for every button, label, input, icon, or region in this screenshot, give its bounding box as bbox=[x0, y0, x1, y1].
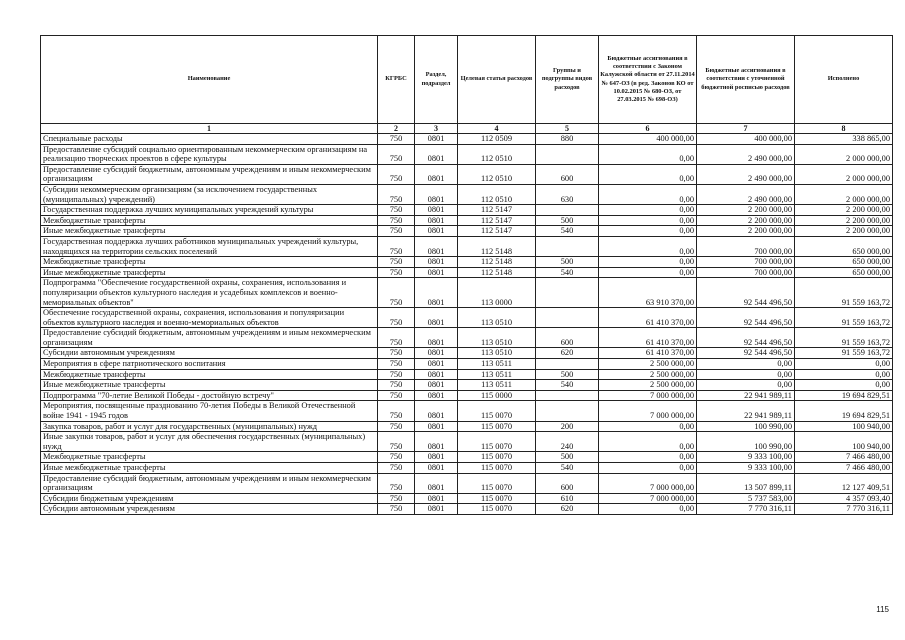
row-executed: 7 466 480,00 bbox=[795, 452, 893, 463]
table-row bbox=[41, 278, 893, 308]
row-kgrbs: 750 bbox=[378, 463, 415, 474]
row-assign-list: 100 990,00 bbox=[697, 421, 795, 432]
row-assign-list: 92 544 496,50 bbox=[697, 278, 795, 308]
table-row bbox=[41, 390, 893, 401]
row-group: 620 bbox=[536, 348, 599, 359]
row-name: Подпрограмма "70-летие Великой Победы - достойную встречу" bbox=[41, 390, 378, 401]
row-kgrbs: 750 bbox=[378, 348, 415, 359]
row-executed: 91 559 163,72 bbox=[795, 278, 893, 308]
row-assign-list: 22 941 989,11 bbox=[697, 390, 795, 401]
row-assign-law: 400 000,00 bbox=[599, 134, 697, 145]
row-name: Иные закупки товаров, работ и услуг для обеспечения государственных (муниципальных) нужд bbox=[41, 432, 378, 452]
row-kgrbs: 750 bbox=[378, 257, 415, 268]
row-assign-list: 2 490 000,00 bbox=[697, 184, 795, 204]
table-row bbox=[41, 380, 893, 391]
row-executed: 100 940,00 bbox=[795, 421, 893, 432]
row-executed: 19 694 829,51 bbox=[795, 401, 893, 421]
row-group: 880 bbox=[536, 134, 599, 145]
row-group: 540 bbox=[536, 267, 599, 278]
row-name: Специальные расходы bbox=[41, 134, 378, 145]
row-assign-list: 100 990,00 bbox=[697, 432, 795, 452]
row-name: Обеспечение государственной охраны, сохранения, использования и популяризации объектов культурного наследия и военно-мемориальных объектов bbox=[41, 308, 378, 328]
row-kgrbs: 750 bbox=[378, 144, 415, 164]
row-executed: 2 200 000,00 bbox=[795, 226, 893, 237]
row-name: Межбюджетные трансферты bbox=[41, 369, 378, 380]
row-group: 620 bbox=[536, 504, 599, 515]
row-assign-law: 0,00 bbox=[599, 267, 697, 278]
row-assign-law: 61 410 370,00 bbox=[599, 328, 697, 348]
row-assign-list: 2 200 000,00 bbox=[697, 215, 795, 226]
row-section: 0801 bbox=[415, 164, 458, 184]
row-target: 112 5148 bbox=[458, 267, 536, 278]
row-target: 115 0070 bbox=[458, 401, 536, 421]
row-kgrbs: 750 bbox=[378, 493, 415, 504]
row-executed: 650 000,00 bbox=[795, 267, 893, 278]
row-assign-law: 0,00 bbox=[599, 432, 697, 452]
row-section: 0801 bbox=[415, 390, 458, 401]
table-row bbox=[41, 432, 893, 452]
row-assign-law: 0,00 bbox=[599, 226, 697, 237]
row-name: Иные межбюджетные трансферты bbox=[41, 463, 378, 474]
row-kgrbs: 750 bbox=[378, 328, 415, 348]
row-assign-law: 0,00 bbox=[599, 421, 697, 432]
row-group bbox=[536, 401, 599, 421]
row-section: 0801 bbox=[415, 493, 458, 504]
row-name: Государственная поддержка лучших работников муниципальных учреждений культуры, находящихся на территории сельских поселений bbox=[41, 236, 378, 256]
row-target: 115 0070 bbox=[458, 493, 536, 504]
row-target: 115 0070 bbox=[458, 473, 536, 493]
table-row bbox=[41, 226, 893, 237]
header-kgrbs: КГРБС bbox=[378, 36, 415, 124]
row-name: Субсидии автономным учреждениям bbox=[41, 504, 378, 515]
table-row bbox=[41, 473, 893, 493]
row-group bbox=[536, 205, 599, 216]
row-section: 0801 bbox=[415, 134, 458, 145]
table-row bbox=[41, 328, 893, 348]
row-section: 0801 bbox=[415, 215, 458, 226]
row-executed: 4 357 093,40 bbox=[795, 493, 893, 504]
row-assign-law: 0,00 bbox=[599, 257, 697, 268]
row-executed: 12 127 409,51 bbox=[795, 473, 893, 493]
row-section: 0801 bbox=[415, 421, 458, 432]
row-assign-list: 9 333 100,00 bbox=[697, 452, 795, 463]
row-assign-list: 2 200 000,00 bbox=[697, 226, 795, 237]
row-assign-law: 2 500 000,00 bbox=[599, 359, 697, 370]
row-kgrbs: 750 bbox=[378, 380, 415, 391]
row-assign-list: 700 000,00 bbox=[697, 267, 795, 278]
row-assign-law: 0,00 bbox=[599, 144, 697, 164]
row-kgrbs: 750 bbox=[378, 236, 415, 256]
row-target: 115 0070 bbox=[458, 421, 536, 432]
row-name: Мероприятия в сфере патриотического воспитания bbox=[41, 359, 378, 370]
column-number-row bbox=[41, 124, 893, 134]
row-group: 240 bbox=[536, 432, 599, 452]
row-kgrbs: 750 bbox=[378, 267, 415, 278]
row-kgrbs: 750 bbox=[378, 308, 415, 328]
row-kgrbs: 750 bbox=[378, 278, 415, 308]
row-group: 600 bbox=[536, 473, 599, 493]
row-target: 112 5148 bbox=[458, 236, 536, 256]
header-name: Наименование bbox=[41, 36, 378, 124]
row-assign-law: 0,00 bbox=[599, 215, 697, 226]
row-target: 112 5148 bbox=[458, 257, 536, 268]
row-assign-law: 0,00 bbox=[599, 205, 697, 216]
row-target: 115 0070 bbox=[458, 432, 536, 452]
row-assign-list: 5 737 583,00 bbox=[697, 493, 795, 504]
row-executed: 0,00 bbox=[795, 359, 893, 370]
row-section: 0801 bbox=[415, 257, 458, 268]
row-kgrbs: 750 bbox=[378, 205, 415, 216]
row-assign-law: 7 000 000,00 bbox=[599, 390, 697, 401]
row-kgrbs: 750 bbox=[378, 226, 415, 237]
row-target: 115 0070 bbox=[458, 504, 536, 515]
table-row bbox=[41, 308, 893, 328]
row-target: 115 0070 bbox=[458, 463, 536, 474]
row-name: Мероприятия, посвященные празднованию 70-летия Победы в Великой Отечественной войне 1941 - 1945 годов bbox=[41, 401, 378, 421]
row-name: Межбюджетные трансферты bbox=[41, 257, 378, 268]
table-body bbox=[41, 134, 893, 515]
row-assign-law: 61 410 370,00 bbox=[599, 348, 697, 359]
row-group bbox=[536, 144, 599, 164]
row-group bbox=[536, 278, 599, 308]
table-row bbox=[41, 257, 893, 268]
table-row bbox=[41, 134, 893, 145]
row-assign-law: 7 000 000,00 bbox=[599, 401, 697, 421]
header-section: Раздел, подраздел bbox=[415, 36, 458, 124]
row-section: 0801 bbox=[415, 380, 458, 391]
row-target: 112 5147 bbox=[458, 215, 536, 226]
row-kgrbs: 750 bbox=[378, 504, 415, 515]
row-name: Предоставление субсидий бюджетным, автономным учреждениям и иным некоммерческим организациям bbox=[41, 164, 378, 184]
table-row bbox=[41, 421, 893, 432]
row-group: 540 bbox=[536, 380, 599, 391]
row-target: 113 0510 bbox=[458, 328, 536, 348]
column-number: 2 bbox=[378, 124, 415, 134]
row-group: 610 bbox=[536, 493, 599, 504]
row-executed: 100 940,00 bbox=[795, 432, 893, 452]
row-name: Иные межбюджетные трансферты bbox=[41, 267, 378, 278]
row-assign-list: 2 200 000,00 bbox=[697, 205, 795, 216]
row-name: Предоставление субсидий бюджетным, автономным учреждениям и иным некоммерческим организациям bbox=[41, 473, 378, 493]
table-row bbox=[41, 267, 893, 278]
row-name: Предоставление субсидий социально ориентированным некоммерческим организациям на реализацию творческих проектов в сфере культуры bbox=[41, 144, 378, 164]
row-kgrbs: 750 bbox=[378, 390, 415, 401]
row-executed: 2 200 000,00 bbox=[795, 215, 893, 226]
row-group bbox=[536, 236, 599, 256]
row-target: 113 0510 bbox=[458, 348, 536, 359]
table-row bbox=[41, 348, 893, 359]
header-assign-law: Бюджетные ассигнования в соответствии с Законом Калужской области от 27.11.2014 № 647-ОЗ (в ред. Законов КО от 10.02.2015 № 680-ОЗ, от 27.03.2015 № 698-ОЗ) bbox=[599, 36, 697, 124]
row-target: 112 0510 bbox=[458, 144, 536, 164]
row-executed: 91 559 163,72 bbox=[795, 328, 893, 348]
row-kgrbs: 750 bbox=[378, 215, 415, 226]
column-number: 4 bbox=[458, 124, 536, 134]
row-section: 0801 bbox=[415, 278, 458, 308]
header-target: Целевая статья расходов bbox=[458, 36, 536, 124]
row-target: 112 0510 bbox=[458, 184, 536, 204]
budget-table bbox=[40, 35, 893, 515]
row-assign-list: 2 490 000,00 bbox=[697, 144, 795, 164]
row-assign-law: 0,00 bbox=[599, 184, 697, 204]
row-kgrbs: 750 bbox=[378, 134, 415, 145]
row-section: 0801 bbox=[415, 236, 458, 256]
row-assign-list: 700 000,00 bbox=[697, 257, 795, 268]
row-assign-list: 92 544 496,50 bbox=[697, 328, 795, 348]
row-assign-list: 0,00 bbox=[697, 359, 795, 370]
row-name: Межбюджетные трансферты bbox=[41, 215, 378, 226]
row-section: 0801 bbox=[415, 328, 458, 348]
row-name: Предоставление субсидий бюджетным, автономным учреждениям и иным некоммерческим организациям bbox=[41, 328, 378, 348]
row-executed: 7 466 480,00 bbox=[795, 463, 893, 474]
row-executed: 91 559 163,72 bbox=[795, 308, 893, 328]
row-assign-list: 400 000,00 bbox=[697, 134, 795, 145]
table-row bbox=[41, 452, 893, 463]
row-section: 0801 bbox=[415, 463, 458, 474]
row-group: 540 bbox=[536, 463, 599, 474]
table-row bbox=[41, 184, 893, 204]
row-executed: 650 000,00 bbox=[795, 257, 893, 268]
row-executed: 2 000 000,00 bbox=[795, 144, 893, 164]
row-kgrbs: 750 bbox=[378, 164, 415, 184]
row-kgrbs: 750 bbox=[378, 452, 415, 463]
row-assign-law: 61 410 370,00 bbox=[599, 308, 697, 328]
row-section: 0801 bbox=[415, 369, 458, 380]
row-kgrbs: 750 bbox=[378, 369, 415, 380]
row-group: 600 bbox=[536, 164, 599, 184]
table-header bbox=[41, 36, 893, 134]
row-target: 113 0511 bbox=[458, 369, 536, 380]
row-assign-law: 2 500 000,00 bbox=[599, 380, 697, 391]
row-group: 600 bbox=[536, 328, 599, 348]
row-group: 200 bbox=[536, 421, 599, 432]
row-kgrbs: 750 bbox=[378, 401, 415, 421]
row-executed: 650 000,00 bbox=[795, 236, 893, 256]
table-row bbox=[41, 215, 893, 226]
row-assign-list: 7 770 316,11 bbox=[697, 504, 795, 515]
row-kgrbs: 750 bbox=[378, 359, 415, 370]
row-name: Субсидии некоммерческим организациям (за исключением государственных (муниципальных) учреждений) bbox=[41, 184, 378, 204]
row-target: 113 0000 bbox=[458, 278, 536, 308]
row-assign-law: 7 000 000,00 bbox=[599, 493, 697, 504]
row-assign-law: 0,00 bbox=[599, 504, 697, 515]
row-group: 500 bbox=[536, 369, 599, 380]
row-target: 112 5147 bbox=[458, 226, 536, 237]
row-executed: 2 000 000,00 bbox=[795, 184, 893, 204]
row-assign-list: 22 941 989,11 bbox=[697, 401, 795, 421]
row-section: 0801 bbox=[415, 504, 458, 515]
row-group bbox=[536, 308, 599, 328]
row-section: 0801 bbox=[415, 184, 458, 204]
row-assign-law: 7 000 000,00 bbox=[599, 473, 697, 493]
row-name: Субсидии бюджетным учреждениям bbox=[41, 493, 378, 504]
row-section: 0801 bbox=[415, 473, 458, 493]
row-assign-list: 700 000,00 bbox=[697, 236, 795, 256]
row-kgrbs: 750 bbox=[378, 184, 415, 204]
budget-sheet bbox=[40, 35, 892, 515]
table-row bbox=[41, 369, 893, 380]
table-row bbox=[41, 205, 893, 216]
row-assign-list: 0,00 bbox=[697, 369, 795, 380]
row-target: 113 0510 bbox=[458, 308, 536, 328]
page-number: 115 bbox=[876, 605, 889, 614]
table-row bbox=[41, 236, 893, 256]
row-section: 0801 bbox=[415, 452, 458, 463]
row-group: 500 bbox=[536, 215, 599, 226]
column-number: 7 bbox=[697, 124, 795, 134]
row-executed: 7 770 316,11 bbox=[795, 504, 893, 515]
row-assign-law: 0,00 bbox=[599, 236, 697, 256]
row-target: 112 0510 bbox=[458, 164, 536, 184]
row-assign-list: 13 507 899,11 bbox=[697, 473, 795, 493]
row-assign-list: 92 544 496,50 bbox=[697, 308, 795, 328]
row-executed: 2 000 000,00 bbox=[795, 164, 893, 184]
row-section: 0801 bbox=[415, 205, 458, 216]
row-section: 0801 bbox=[415, 144, 458, 164]
row-group bbox=[536, 359, 599, 370]
column-number: 3 bbox=[415, 124, 458, 134]
row-group: 540 bbox=[536, 226, 599, 237]
row-target: 115 0000 bbox=[458, 390, 536, 401]
row-section: 0801 bbox=[415, 267, 458, 278]
row-assign-law: 2 500 000,00 bbox=[599, 369, 697, 380]
row-group: 500 bbox=[536, 257, 599, 268]
row-assign-list: 92 544 496,50 bbox=[697, 348, 795, 359]
row-section: 0801 bbox=[415, 401, 458, 421]
table-row bbox=[41, 504, 893, 515]
row-target: 113 0511 bbox=[458, 380, 536, 391]
row-target: 112 5147 bbox=[458, 205, 536, 216]
row-target: 115 0070 bbox=[458, 452, 536, 463]
table-row bbox=[41, 144, 893, 164]
column-number: 8 bbox=[795, 124, 893, 134]
table-row bbox=[41, 401, 893, 421]
row-group: 500 bbox=[536, 452, 599, 463]
row-name: Субсидии автономным учреждениям bbox=[41, 348, 378, 359]
row-name: Иные межбюджетные трансферты bbox=[41, 226, 378, 237]
table-row bbox=[41, 463, 893, 474]
row-section: 0801 bbox=[415, 308, 458, 328]
header-group: Группы и подгруппы видов расходов bbox=[536, 36, 599, 124]
row-executed: 91 559 163,72 bbox=[795, 348, 893, 359]
row-executed: 2 200 000,00 bbox=[795, 205, 893, 216]
row-group: 630 bbox=[536, 184, 599, 204]
row-assign-law: 63 910 370,00 bbox=[599, 278, 697, 308]
table-row bbox=[41, 164, 893, 184]
column-number: 1 bbox=[41, 124, 378, 134]
row-assign-list: 9 333 100,00 bbox=[697, 463, 795, 474]
row-assign-list: 2 490 000,00 bbox=[697, 164, 795, 184]
row-assign-law: 0,00 bbox=[599, 463, 697, 474]
table-row bbox=[41, 493, 893, 504]
row-kgrbs: 750 bbox=[378, 432, 415, 452]
row-name: Государственная поддержка лучших муниципальных учреждений культуры bbox=[41, 205, 378, 216]
row-group bbox=[536, 390, 599, 401]
header-executed: Исполнено bbox=[795, 36, 893, 124]
table-row bbox=[41, 359, 893, 370]
row-name: Подпрограмма "Обеспечение государственной охраны, сохранения, использования и популяризации объектов культурного наследия и усадебных комплексов и военно-мемориальных объектов" bbox=[41, 278, 378, 308]
row-section: 0801 bbox=[415, 359, 458, 370]
row-target: 113 0511 bbox=[458, 359, 536, 370]
row-section: 0801 bbox=[415, 348, 458, 359]
row-executed: 19 694 829,51 bbox=[795, 390, 893, 401]
column-number: 6 bbox=[599, 124, 697, 134]
row-target: 112 0509 bbox=[458, 134, 536, 145]
row-assign-list: 0,00 bbox=[697, 380, 795, 391]
row-executed: 338 865,00 bbox=[795, 134, 893, 145]
row-name: Межбюджетные трансферты bbox=[41, 452, 378, 463]
row-kgrbs: 750 bbox=[378, 473, 415, 493]
row-assign-law: 0,00 bbox=[599, 452, 697, 463]
row-assign-law: 0,00 bbox=[599, 164, 697, 184]
column-number: 5 bbox=[536, 124, 599, 134]
row-executed: 0,00 bbox=[795, 380, 893, 391]
row-executed: 0,00 bbox=[795, 369, 893, 380]
row-section: 0801 bbox=[415, 226, 458, 237]
header-assign-list: Бюджетные ассигнования в соответствии с уточненной бюджетной росписью расходов bbox=[697, 36, 795, 124]
row-kgrbs: 750 bbox=[378, 421, 415, 432]
row-name: Закупка товаров, работ и услуг для государственных (муниципальных) нужд bbox=[41, 421, 378, 432]
row-name: Иные межбюджетные трансферты bbox=[41, 380, 378, 391]
row-section: 0801 bbox=[415, 432, 458, 452]
